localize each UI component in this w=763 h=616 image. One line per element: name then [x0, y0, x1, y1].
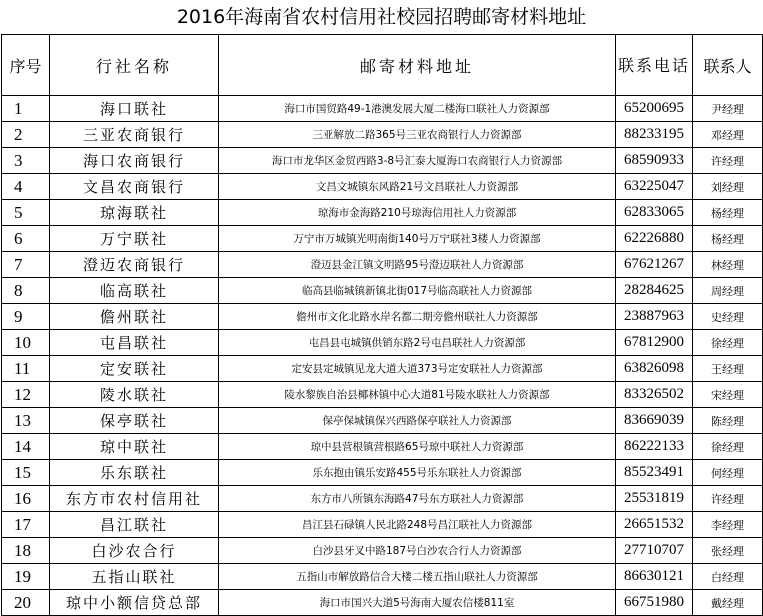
cell-mailing-address: 东方市八所镇东海路47号东方联社人力资源部 [219, 486, 616, 512]
cell-contact: 张经理 [693, 538, 763, 564]
cell-branch-name: 澄迈农商银行 [50, 252, 219, 278]
cell-seq: 11 [2, 356, 50, 382]
cell-mailing-address: 万宁市万城镇光明南街140号万宁联社3楼人力资源部 [219, 226, 616, 252]
cell-contact: 许经理 [693, 486, 763, 512]
cell-contact: 林经理 [693, 252, 763, 278]
cell-phone: 67812900 [616, 330, 693, 356]
cell-branch-name: 白沙农合行 [50, 538, 219, 564]
header-name: 行社名称 [50, 35, 219, 96]
cell-contact: 邓经理 [693, 122, 763, 148]
table-row [2, 330, 763, 356]
cell-phone: 63225047 [616, 174, 693, 200]
cell-phone: 25531819 [616, 486, 693, 512]
cell-seq: 4 [2, 174, 50, 200]
cell-contact: 李经理 [693, 512, 763, 538]
cell-contact: 徐经理 [693, 434, 763, 460]
cell-phone: 86222133 [616, 434, 693, 460]
cell-mailing-address: 琼中县营根镇营根路65号琼中联社人力资源部 [219, 434, 616, 460]
table-row [2, 148, 763, 174]
cell-contact: 史经理 [693, 304, 763, 330]
cell-contact: 徐经理 [693, 330, 763, 356]
cell-contact: 白经理 [693, 564, 763, 590]
table-row [2, 382, 763, 408]
cell-branch-name: 儋州联社 [50, 304, 219, 330]
cell-mailing-address: 乐东抱由镇乐安路455号乐东联社人力资源部 [219, 460, 616, 486]
cell-phone: 23887963 [616, 304, 693, 330]
cell-phone: 88233195 [616, 122, 693, 148]
cell-mailing-address: 保亭保城镇保兴西路保亭联社人力资源部 [219, 408, 616, 434]
cell-branch-name: 五指山联社 [50, 564, 219, 590]
cell-seq: 20 [2, 590, 50, 616]
table-row [2, 356, 763, 382]
cell-branch-name: 琼海联社 [50, 200, 219, 226]
cell-phone: 62833065 [616, 200, 693, 226]
cell-seq: 18 [2, 538, 50, 564]
cell-branch-name: 海口农商银行 [50, 148, 219, 174]
cell-mailing-address: 海口市国贸路49-1港澳发展大厦二楼海口联社人力资源部 [219, 96, 616, 122]
cell-phone: 83326502 [616, 382, 693, 408]
cell-seq: 12 [2, 382, 50, 408]
cell-phone: 83669039 [616, 408, 693, 434]
table-row [2, 278, 763, 304]
table-row [2, 226, 763, 252]
cell-seq: 13 [2, 408, 50, 434]
cell-contact: 杨经理 [693, 200, 763, 226]
cell-mailing-address: 白沙县牙叉中路187号白沙农合行人力资源部 [219, 538, 616, 564]
cell-phone: 62226880 [616, 226, 693, 252]
cell-mailing-address: 三亚解放二路365号三亚农商银行人力资源部 [219, 122, 616, 148]
cell-phone: 65200695 [616, 96, 693, 122]
cell-seq: 14 [2, 434, 50, 460]
cell-phone: 63826098 [616, 356, 693, 382]
cell-branch-name: 东方市农村信用社 [50, 486, 219, 512]
cell-contact: 杨经理 [693, 226, 763, 252]
table-row [2, 538, 763, 564]
cell-branch-name: 海口联社 [50, 96, 219, 122]
cell-phone: 86630121 [616, 564, 693, 590]
cell-mailing-address: 昌江县石碌镇人民北路248号昌江联社人力资源部 [219, 512, 616, 538]
cell-seq: 3 [2, 148, 50, 174]
cell-mailing-address: 海口市龙华区金贸西路3-8号汇泰大厦海口农商银行人力资源部 [219, 148, 616, 174]
table-row [2, 460, 763, 486]
table-row [2, 512, 763, 538]
cell-mailing-address: 临高县临城镇新镇北街017号临高联社人力资源部 [219, 278, 616, 304]
cell-seq: 15 [2, 460, 50, 486]
header-row [2, 35, 763, 96]
cell-branch-name: 昌江联社 [50, 512, 219, 538]
table-row [2, 96, 763, 122]
cell-phone: 26651532 [616, 512, 693, 538]
cell-branch-name: 临高联社 [50, 278, 219, 304]
table-row [2, 486, 763, 512]
cell-branch-name: 保亭联社 [50, 408, 219, 434]
table-row [2, 122, 763, 148]
cell-phone: 85523491 [616, 460, 693, 486]
header-seq: 序号 [2, 35, 50, 96]
cell-mailing-address: 儋州市文化北路水岸名都二期旁儋州联社人力资源部 [219, 304, 616, 330]
cell-contact: 何经理 [693, 460, 763, 486]
cell-contact: 周经理 [693, 278, 763, 304]
cell-mailing-address: 澄迈县金江镇文明路95号澄迈联社人力资源部 [219, 252, 616, 278]
cell-seq: 10 [2, 330, 50, 356]
table-row [2, 304, 763, 330]
table-row [2, 252, 763, 278]
cell-mailing-address: 琼海市金海路210号琼海信用社人力资源部 [219, 200, 616, 226]
page-title: 2016年海南省农村信用社校园招聘邮寄材料地址 [176, 6, 587, 28]
cell-phone: 28284625 [616, 278, 693, 304]
cell-contact: 刘经理 [693, 174, 763, 200]
table-row [2, 200, 763, 226]
table-row [2, 564, 763, 590]
cell-seq: 8 [2, 278, 50, 304]
cell-seq: 1 [2, 96, 50, 122]
cell-phone: 27710707 [616, 538, 693, 564]
cell-mailing-address: 陵水黎族自治县椰林镇中心大道81号陵水联社人力资源部 [219, 382, 616, 408]
cell-contact: 尹经理 [693, 96, 763, 122]
cell-seq: 9 [2, 304, 50, 330]
cell-seq: 17 [2, 512, 50, 538]
cell-seq: 7 [2, 252, 50, 278]
cell-mailing-address: 文昌文城镇东风路21号文昌联社人力资源部 [219, 174, 616, 200]
cell-seq: 19 [2, 564, 50, 590]
cell-branch-name: 文昌农商银行 [50, 174, 219, 200]
cell-phone: 66751980 [616, 590, 693, 616]
cell-branch-name: 三亚农商银行 [50, 122, 219, 148]
cell-branch-name: 乐东联社 [50, 460, 219, 486]
table-row [2, 408, 763, 434]
cell-mailing-address: 海口市国兴大道5号海南大厦农信楼811室 [219, 590, 616, 616]
cell-seq: 5 [2, 200, 50, 226]
table-row [2, 590, 763, 616]
cell-seq: 16 [2, 486, 50, 512]
cell-phone: 68590933 [616, 148, 693, 174]
cell-contact: 许经理 [693, 148, 763, 174]
cell-branch-name: 琼中联社 [50, 434, 219, 460]
cell-branch-name: 万宁联社 [50, 226, 219, 252]
cell-contact: 陈经理 [693, 408, 763, 434]
cell-branch-name: 琼中小额信贷总部 [50, 590, 219, 616]
cell-branch-name: 定安联社 [50, 356, 219, 382]
cell-phone: 67621267 [616, 252, 693, 278]
cell-mailing-address: 屯昌县屯城镇供销东路2号屯昌联社人力资源部 [219, 330, 616, 356]
header-phone: 联系电话 [616, 35, 693, 96]
cell-mailing-address: 五指山市解放路信合大楼二楼五指山联社人力资源部 [219, 564, 616, 590]
header-contact: 联系人 [693, 35, 763, 96]
table-row [2, 174, 763, 200]
header-address: 邮寄材料地址 [219, 35, 616, 96]
table-row [2, 434, 763, 460]
cell-branch-name: 陵水联社 [50, 382, 219, 408]
cell-contact: 宋经理 [693, 382, 763, 408]
cell-contact: 王经理 [693, 356, 763, 382]
cell-branch-name: 屯昌联社 [50, 330, 219, 356]
address-table [1, 34, 763, 616]
cell-contact: 戴经理 [693, 590, 763, 616]
cell-mailing-address: 定安县定城镇见龙大道大道373号定安联社人力资源部 [219, 356, 616, 382]
cell-seq: 6 [2, 226, 50, 252]
cell-seq: 2 [2, 122, 50, 148]
